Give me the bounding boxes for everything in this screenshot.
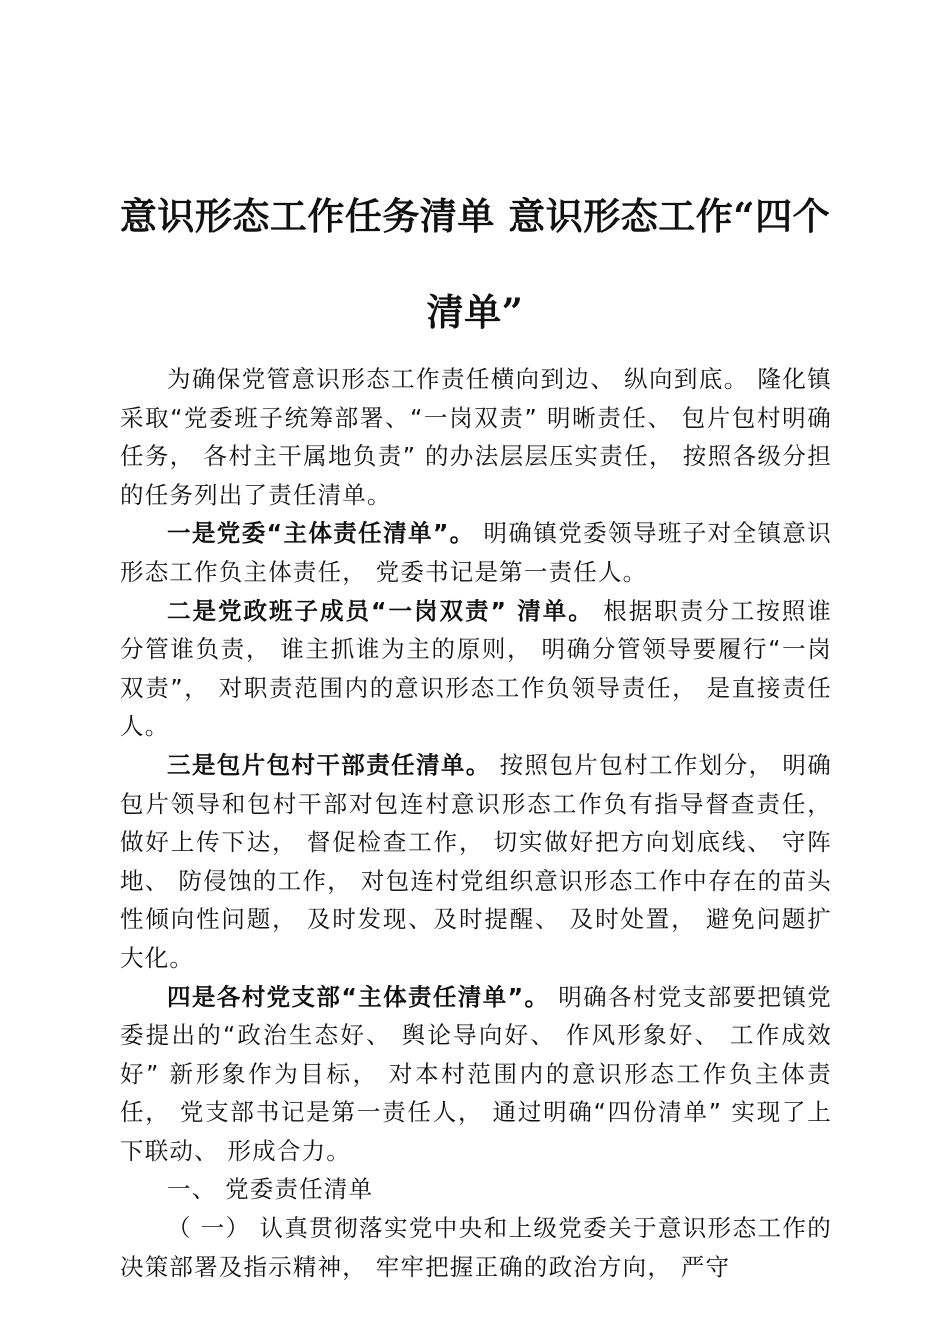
title-line-1: 意识形态工作任务清单 意识形态工作“四个 <box>119 194 831 238</box>
intro-paragraph: 为确保党管意识形态工作责任横向到边、 纵向到底。 隆化镇采取“党委班子统筹部署、“一岗双责” 明晰责任、 包片包村明确任务， 各村主干属地负责” 的办法层层压实责任， 按照各级分担的任务列出了责任清单。 <box>120 365 832 509</box>
item-lead: 四是各村党支部“主体责任清单”。 <box>167 982 550 1011</box>
document-title <box>100 168 850 360</box>
document-body <box>120 360 832 1286</box>
item-text: 明确各村党支部要把镇党委提出的“政治生态好、 舆论导向好、 作风形象好、 工作成效好” 新形象作为目标， 对本村范围内的意识形态工作负主体责任， 党支部书记是第一责任人， 通过明确“四份清单” 实现了上下联动、 形成合力。 <box>120 982 832 1165</box>
item-lead: 三是包片包村干部责任清单。 <box>167 750 491 779</box>
item-text: 根据职责分工按照谁分管谁负责， 谁主抓谁为主的原则， 明确分管领导要履行“一岗双责”， 对职责范围内的意识形态工作负领导责任， 是直接责任人。 <box>120 596 832 741</box>
list-item-village-cadres <box>120 746 832 978</box>
item-text: 按照包片包村工作划分， 明确包片领导和包村干部对包连村意识形态工作负有指导督查责任， 做好上传下达， 督促检查工作， 切实做好把方向划底线、 守阵地、 防侵蚀的工作， 对包连村党组织意识形态工作中存在的苗头性倾向性问题， 及时发现、及时提醒、 及时处置， 避免问题扩大化。 <box>120 750 832 972</box>
list-item-village-branches <box>120 978 832 1171</box>
section-paragraph: （ 一） 认真贯彻落实党中央和上级党委关于意识形态工作的决策部署及指示精神， 牢牢把握正确的政治方向， 严守 <box>120 1214 832 1281</box>
title-line-2: 清单” <box>426 290 524 334</box>
list-item-party-committee <box>120 514 832 591</box>
list-item-team-members <box>120 592 832 746</box>
section-heading: 一、 党委责任清单 <box>167 1175 374 1204</box>
item-lead: 二是党政班子成员“一岗双责” 清单。 <box>167 596 594 625</box>
item-lead: 一是党委“主体责任清单”。 <box>167 519 475 548</box>
item-text: 明确镇党委领导班子对全镇意识形态工作负主体责任， 党委书记是第一责任人。 <box>120 519 832 586</box>
